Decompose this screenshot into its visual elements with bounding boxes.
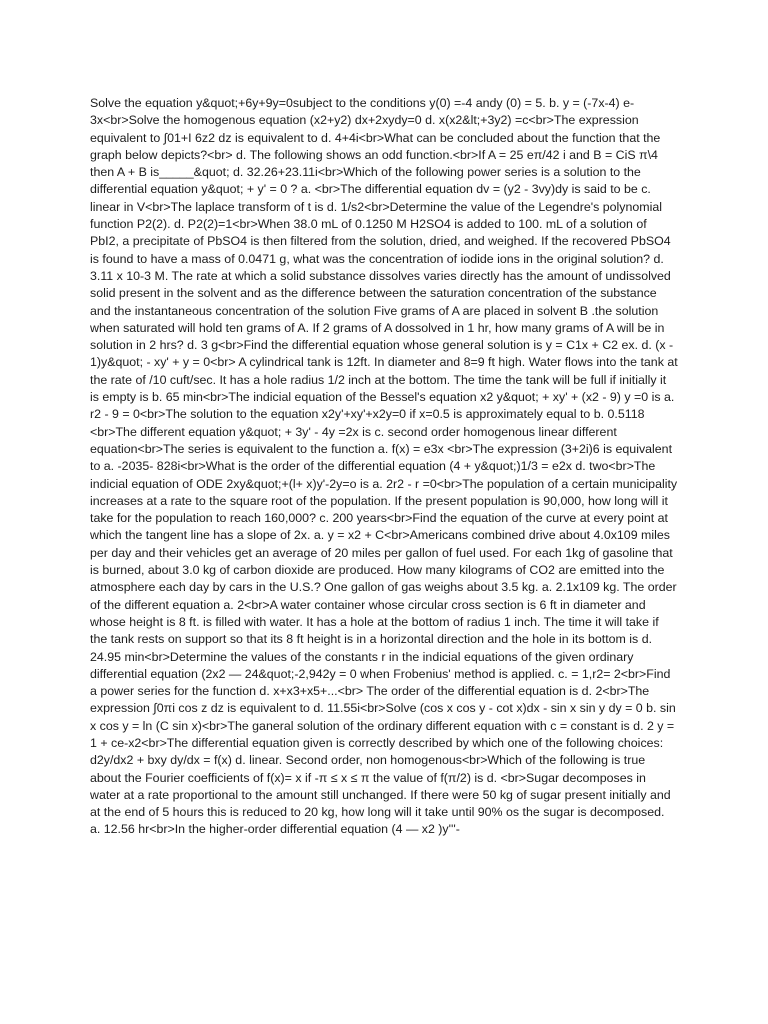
document-body-text: Solve the equation y&quot;+6y+9y=0subject to the conditions y(0) =-4 andy (0) = 5. b. y = (-7x-4) e-3x<br>Solve the homogenous equation (x2+y2) dx+2xydy=0 d. x(x2&lt;+3y2) =c<br>The expression equivalent to ∫01+I 6z2 dz is equivalent to d. 4+4i<br>What can be concluded about the function that the graph below depicts?<br> d. The following shows an odd function.<br>If A = 25 eπ/42 i and B = CiS π\4 then A + B is_____&quot; d. 32.26+23.11i<br>Which of the following power series is a solution to the differential equation y&quot; + y' = 0 ? a. <br>The differential equation dv = (y2 - 3vy)dy is said to be c. linear in V<br>The laplace transform of t is d. 1/s2<br>Determine the value of the Legendre's polynomial function P2(2). d. P2(2)=1<br>When 38.0 mL of 0.1250 M H2SO4 is added to 100. mL of a solution of PbI2, a precipitate of PbSO4 is then filtered from the solution, dried, and weighed. If the recovered PbSO4 is found to have a mass of 0.0471 g, what was the concentration of iodide ions in the original solution? d. 3.11 x 10-3 M. The rate at which a solid substance dissolves varies directly has the amount of undissolved solid present in the solvent and as the difference between the saturation concentration of the substance and the instantaneous concentration of the solution Five grams of A are placed in solvent B .the solution when saturated will hold ten grams of A. If 2 grams of A dossolved in 1 hr, how many grams of A will be in solution in 2 hrs? d. 3 g<br>Find the differential equation whose general solution is y = C1x + C2 ex. d. (x - 1)y&quot; - xy' + y = 0<br> A cylindrical tank is 12ft. In diameter and 8=9 ft high. Water flows into the tank at the rate of /10 cuft/sec. It has a hole radius 1/2 inch at the bottom. The time the tank will be full if initially it is empty is b. 65 min<br>The indicial equation of the Bessel's equation x2 y&quot; + xy' + (x2 - 9) y =0 is a. r2 - 9 = 0<br>The solution to the equation x2y'+xy'+x2y=0 if x=0.5 is approximately equal to b. 0.5118 <br>The different equation y&quot; + 3y' - 4y =2x is c. second order homogenous linear different equation<br>The series is equivalent to the function a. f(x) = e3x <br>The expression (3+2i)6 is equivalent to a. -2035- 828i<br>What is the order of the differential equation (4 + y&quot;)1/3 = e2x d. two<br>The indicial equation of ODE 2xy&quot;+(l+ x)y'-2y=o is a. 2r2 - r =0<br>The population of a certain municipality increases at a rate to the square root of the population. If the present population is 90,000, how long will it take for the population to reach 160,000? c. 200 years<br>Find the equation of the curve at every point at which the tangent line has a slope of 2x. a. y = x2 + C<br>Americans combined drive about 4.0x109 miles per day and their vehicles get an average of 20 miles per gallon of fuel used. For each 1kg of gasoline that is burned, about 3.0 kg of carbon dioxide are produced. How many kilograms of CO2 are emitted into the atmosphere each day by cars in the U.S.? One gallon of gas weighs about 3.5 kg. a. 2.1x109 kg. The order of the different equation a. 2<br>A water container whose circular cross section is 6 ft in diameter and whose height is 8 ft. is filled with water. It has a hole at the bottom of radius 1 inch. The time it will take if the tank rests on support so that its 8 ft height is in a horizontal direction and the hole in its bottom is d. 24.95 min<br>Determine the values of the constants r in the indicial equations of the given ordinary differential equation (2x2 — 24&quot;-2,942y = 0 when Frobenius' method is applied. c. = 1,r2= 2<br>Find a power series for the function d. x+x3+x5+...<br> The order of the differential equation is d. 2<br>The expression ∫0πi cos z dz is equivalent to d. 11.55i<br>Solve (cos x cos y - cot x)dx - sin x sin y dy = 0 b. sin x cos y = ln (C sin x)<br>The ganeral solution of the ordinary different equation with c = constant is d. 2 y = 1 + ce-x2<br>The differential equation given is correctly described by which one of the following choices: d2y/dx2 + bxy dy/dx = f(x) d. linear. Second order, non homogenous<br>Which of the following is true about the Fourier coefficients of f(x)= x if -π ≤ x ≤ π the value of f(π/2) is d. <br>Sugar decomposes in water at a rate proportional to the amount still unchanged. If there were 50 kg of sugar present initially and at the end of 5 hours this is reduced to 20 kg, how long will it take until 90% os the sugar is decomposed. a. 12.56 hr<br>In the higher-order differential equation (4 — x2 )y'''- (90, 96, 678, 837)
